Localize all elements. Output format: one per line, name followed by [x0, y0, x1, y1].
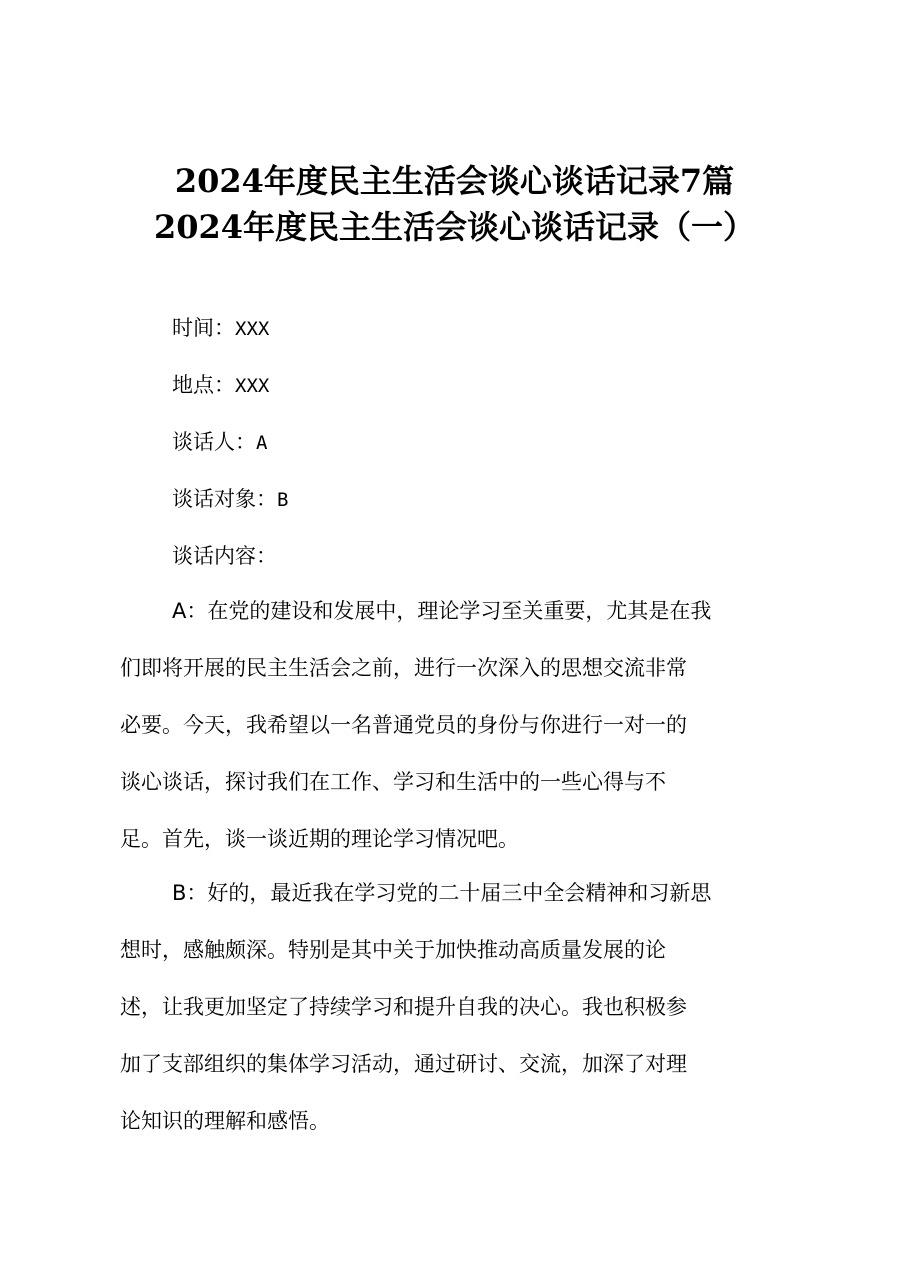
- paragraph-line: 谈心谈话，探讨我们在工作、学习和生活中的一些心得与不: [120, 770, 666, 794]
- meta-time-label: 时间：: [172, 316, 235, 340]
- meta-speaker-label: 谈话人：: [172, 430, 256, 454]
- paragraph-line: 必要。今天，我希望以一名普通党员的身份与你进行一对一的: [120, 713, 687, 737]
- paragraph-line: 足。首先，谈一谈近期的理论学习情况吧。: [120, 827, 519, 851]
- paragraph-line: B：好的，最近我在学习党的二十届三中全会精神和习新思: [172, 881, 712, 905]
- meta-place-label: 地点：: [172, 373, 235, 397]
- paragraph-line: 述，让我更加坚定了持续学习和提升自我的决心。我也积极参: [120, 995, 687, 1019]
- paragraph-line: A：在党的建设和发展中，理论学习至关重要，尤其是在我: [172, 599, 712, 623]
- meta-time-value: XXX: [235, 318, 270, 340]
- paragraph-a: [120, 583, 800, 868]
- document-subtitle: 2024年度民主生活会谈心谈话记录（一）: [153, 208, 756, 246]
- meta-time: [172, 313, 269, 344]
- paragraph-line: 们即将开展的民主生活会之前，进行一次深入的思想交流非常: [120, 656, 687, 680]
- paragraph-line: 论知识的理解和感悟。: [120, 1109, 330, 1133]
- meta-content-label: 谈话内容：: [172, 544, 277, 568]
- meta-target-value: B: [277, 489, 289, 511]
- meta-speaker-value: A: [256, 432, 268, 454]
- paragraph-line: 想时，感触颇深。特别是其中关于加快推动高质量发展的论: [120, 938, 666, 962]
- meta-content: [172, 541, 277, 571]
- meta-place-value: XXX: [235, 375, 270, 397]
- meta-place: [172, 370, 269, 401]
- paragraph-line: 加了支部组织的集体学习活动，通过研讨、交流，加深了对理: [120, 1052, 687, 1076]
- document-title: 2024年度民主生活会谈心谈话记录7篇: [174, 162, 735, 200]
- meta-target: [172, 484, 288, 515]
- paragraph-b: [120, 865, 800, 1150]
- meta-speaker: [172, 427, 267, 458]
- meta-target-label: 谈话对象：: [172, 487, 277, 511]
